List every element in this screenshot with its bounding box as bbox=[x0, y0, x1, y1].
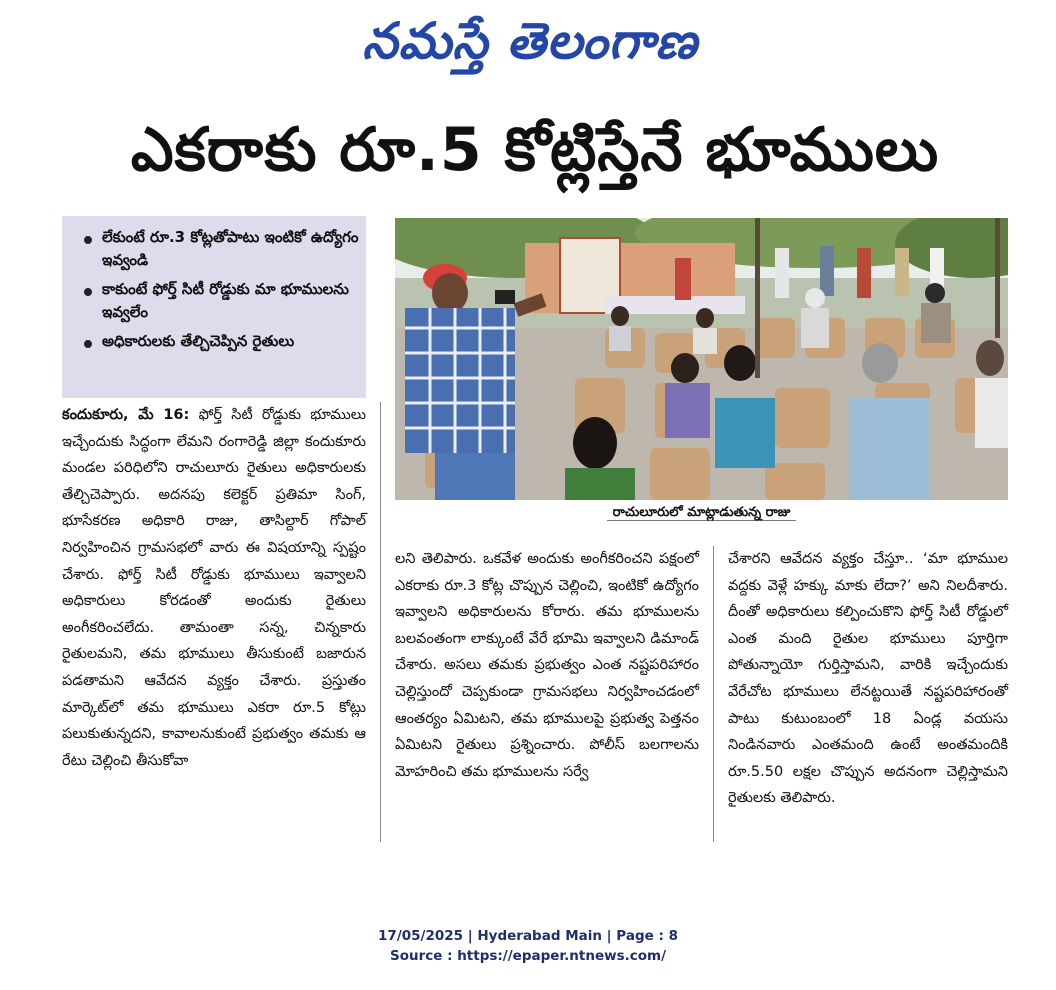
highlight-item bbox=[68, 278, 360, 324]
highlight-text: లేకుంటే రూ.3 కోట్లతోపాటు ఇంటికో ఉద్యోగం ఇవ్వండి bbox=[102, 228, 359, 269]
highlight-item bbox=[68, 330, 360, 353]
footer-edition-info: 17/05/2025 | Hyderabad Main | Page : 8 bbox=[378, 928, 678, 944]
footer bbox=[0, 926, 1056, 966]
footer-source: Source : https://epaper.ntnews.com/ bbox=[389, 948, 667, 964]
highlight-text: కాకుంటే ఫోర్త్ సిటీ రోడ్డుకు మా భూములను ఇవ్వలేం bbox=[102, 280, 349, 321]
photo-caption-text: రాచులూరులో మాట్లాడుతున్న రాజు bbox=[607, 505, 797, 521]
article-text: ఫోర్త్ సిటీ రోడ్డుకు భూములు ఇచ్చేందుకు సిద్ధంగా లేమని రంగారెడ్డి జిల్లా కందుకూరు మండల పరిధిలోని రాచులూరు రైతులు అధికారులకు తేల్చిచెప్పారు. అదనపు కలెక్టర్ ప్రతిమా సింగ్, భూసేకరణ అధికారి రాజు, తాసిల్దార్ గోపాల్ నిర్వహించిన గ్రామసభలో వారు ఈ విషయాన్ని స్పష్టం చేశారు. ఫోర్త్ సిటీ రోడ్డుకు భూములు ఇవ్వాలని అధికారులు కోరడంతో అందుకు రైతులు అంగీకరించలేదు. తామంతా సన్న, చిన్నకారు రైతులమని, తమ భూములు తీసుకుంటే బజారున పడతామని ఆవేదన వ్యక్తం చేశారు. ప్రస్తుతం మార్కెట్‌లో తమ భూములు ఎకరా రూ.5 కోట్లు పలుకుతున్నదని, కావాలనుకుంటే ప్రభుత్వం తమకు ఆ రేటు చెల్లించి తీసుకోవా bbox=[62, 407, 367, 769]
dateline: కందుకూరు, మే 16: bbox=[62, 407, 190, 423]
meeting-photo-illustration bbox=[395, 218, 1008, 500]
bullet-icon bbox=[84, 236, 92, 244]
article-text: లని తెలిపారు. ఒకవేళ అందుకు అంగీకరించని పక్షంలో ఎకరాకు రూ.3 కోట్ల చొప్పున చెల్లించి, ఇంటికో ఉద్యోగం ఇవ్వాలని అధికారులను కోరారు. తమ భూములను బలవంతంగా లాక్కుంటే వేరే భూమి ఇవ్వాలని డిమాండ్ చేశారు. అసలు తమకు ప్రభుత్వం ఎంత నష్టపరిహారం చెల్లిస్తుందో చెప్పకుండా గ్రామసభలు నిర్వహించడంలో ఆంతర్యం ఏమిటని, తమ భూములపై ప్రభుత్వ పెత్తనం ఏమిటని రైతులు ప్రశ్నించారు. పోలీస్ బలగాలను మోహరించి తమ భూములను సర్వే bbox=[395, 551, 699, 780]
masthead-logo: నమస్తే తెలంగాణ bbox=[362, 11, 698, 70]
article-column-2 bbox=[395, 546, 699, 785]
article-column-1 bbox=[62, 402, 366, 774]
highlight-item bbox=[68, 226, 360, 272]
highlights-box bbox=[62, 216, 366, 398]
photo-caption bbox=[395, 500, 1008, 526]
bullet-icon bbox=[84, 288, 92, 296]
highlight-text: అధికారులకు తేల్చిచెప్పిన రైతులు bbox=[102, 332, 295, 350]
article-column-3 bbox=[728, 546, 1008, 812]
article-text: చేశారని ఆవేదన వ్యక్తం చేస్తూ.. ‘మా భూముల వద్దకు వెళ్లే హక్కు మాకు లేదా?’ అని నిలదీశారు. దీంతో అధికారులు కల్పించుకొని ఫోర్త్ సిటీ రోడ్డులో ఎంత మంది రైతుల భూములు పూర్తిగా పోతున్నాయో గుర్తిస్తామని, వారికి ఇచ్చేందుకు వేరేచోట భూములు లేనట్టయితే నష్టపరిహారంతో పాటు కుటుంబంలో 18 ఏండ్ల వయసు నిండినవారు ఎంతమంది ఉంటే అంతమందికి రూ.5.50 లక్షల చొప్పున అదనంగా చెల్లిస్తామని రైతులకు తెలిపారు. bbox=[728, 551, 1008, 807]
news-photo bbox=[395, 218, 1008, 500]
bullet-icon bbox=[84, 340, 92, 348]
column-divider bbox=[713, 546, 714, 842]
headline: ఎకరాకు రూ.5 కోట్లిస్తేనే భూములు bbox=[130, 115, 940, 185]
column-divider bbox=[380, 402, 381, 842]
